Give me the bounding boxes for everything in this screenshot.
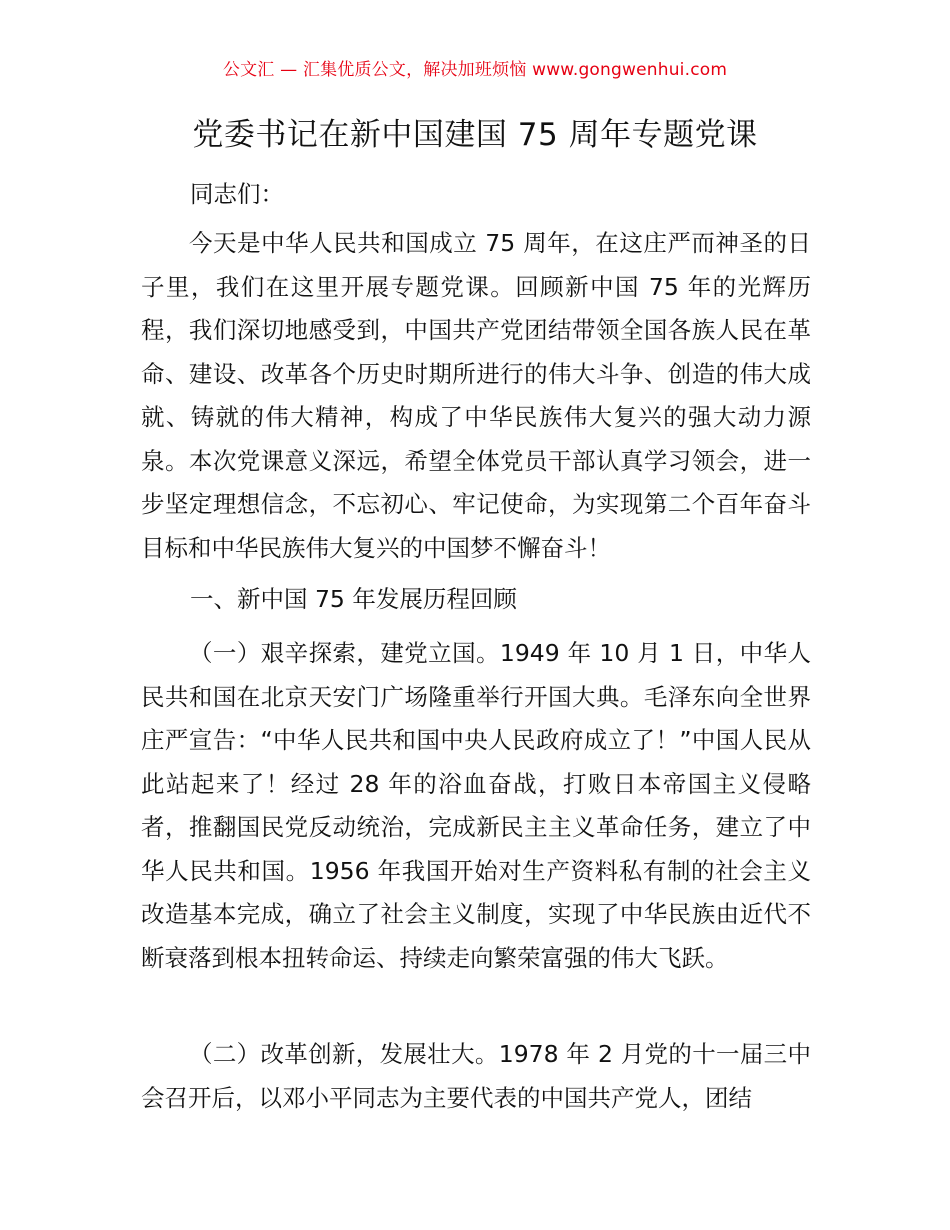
section-heading: 一、新中国 75 年发展历程回顾 bbox=[190, 585, 517, 613]
document-title: 党委书记在新中国建国 75 周年专题党课 bbox=[192, 117, 758, 153]
subsection-paragraph-1: （一）艰辛探索，建党立国。1949 年 10 月 1 日，中华人民共和国在北京天安门广场隆重举行开国大典。毛泽东向全世界庄严宣告：“中华人民共和国中央人民政府成立了！”中国人民从此站起来了！经过 28 年的浴血奋战，打败日本帝国主义侵略者，推翻国民党反动统治，完成新民主主义革命任务，建立了中华人民共和国。1956 年我国开始对生产资料私有制的社会主义改造基本完成，确立了社会主义制度，实现了中华民族由近代不断衰落到根本扭转命运、持续走向繁荣富强的伟大飞跃。 bbox=[141, 639, 811, 972]
header-banner: 公文汇 — 汇集优质公文，解决加班烦恼 www.gongwenhui.com bbox=[222, 60, 728, 80]
subsection-paragraph-2: （二）改革创新，发展壮大。1978 年 2 月党的十一届三中会召开后，以邓小平同志为主要代表的中国共产党人，团结 bbox=[141, 1040, 811, 1112]
intro-paragraph: 今天是中华人民共和国成立 75 周年，在这庄严而神圣的日子里，我们在这里开展专题党课。回顾新中国 75 年的光辉历程，我们深切地感受到，中国共产党团结带领全国各族人民在革命、建设、改革各个历史时期所进行的伟大斗争、创造的伟大成就、铸就的伟大精神，构成了中华民族伟大复兴的强大动力源泉。本次党课意义深远，希望全体党员干部认真学习领会，进一步坚定理想信念，不忘初心、牢记使命，为实现第二个百年奋斗目标和中华民族伟大复兴的中国梦不懈奋斗！ bbox=[141, 229, 811, 562]
salutation: 同志们： bbox=[190, 180, 284, 208]
